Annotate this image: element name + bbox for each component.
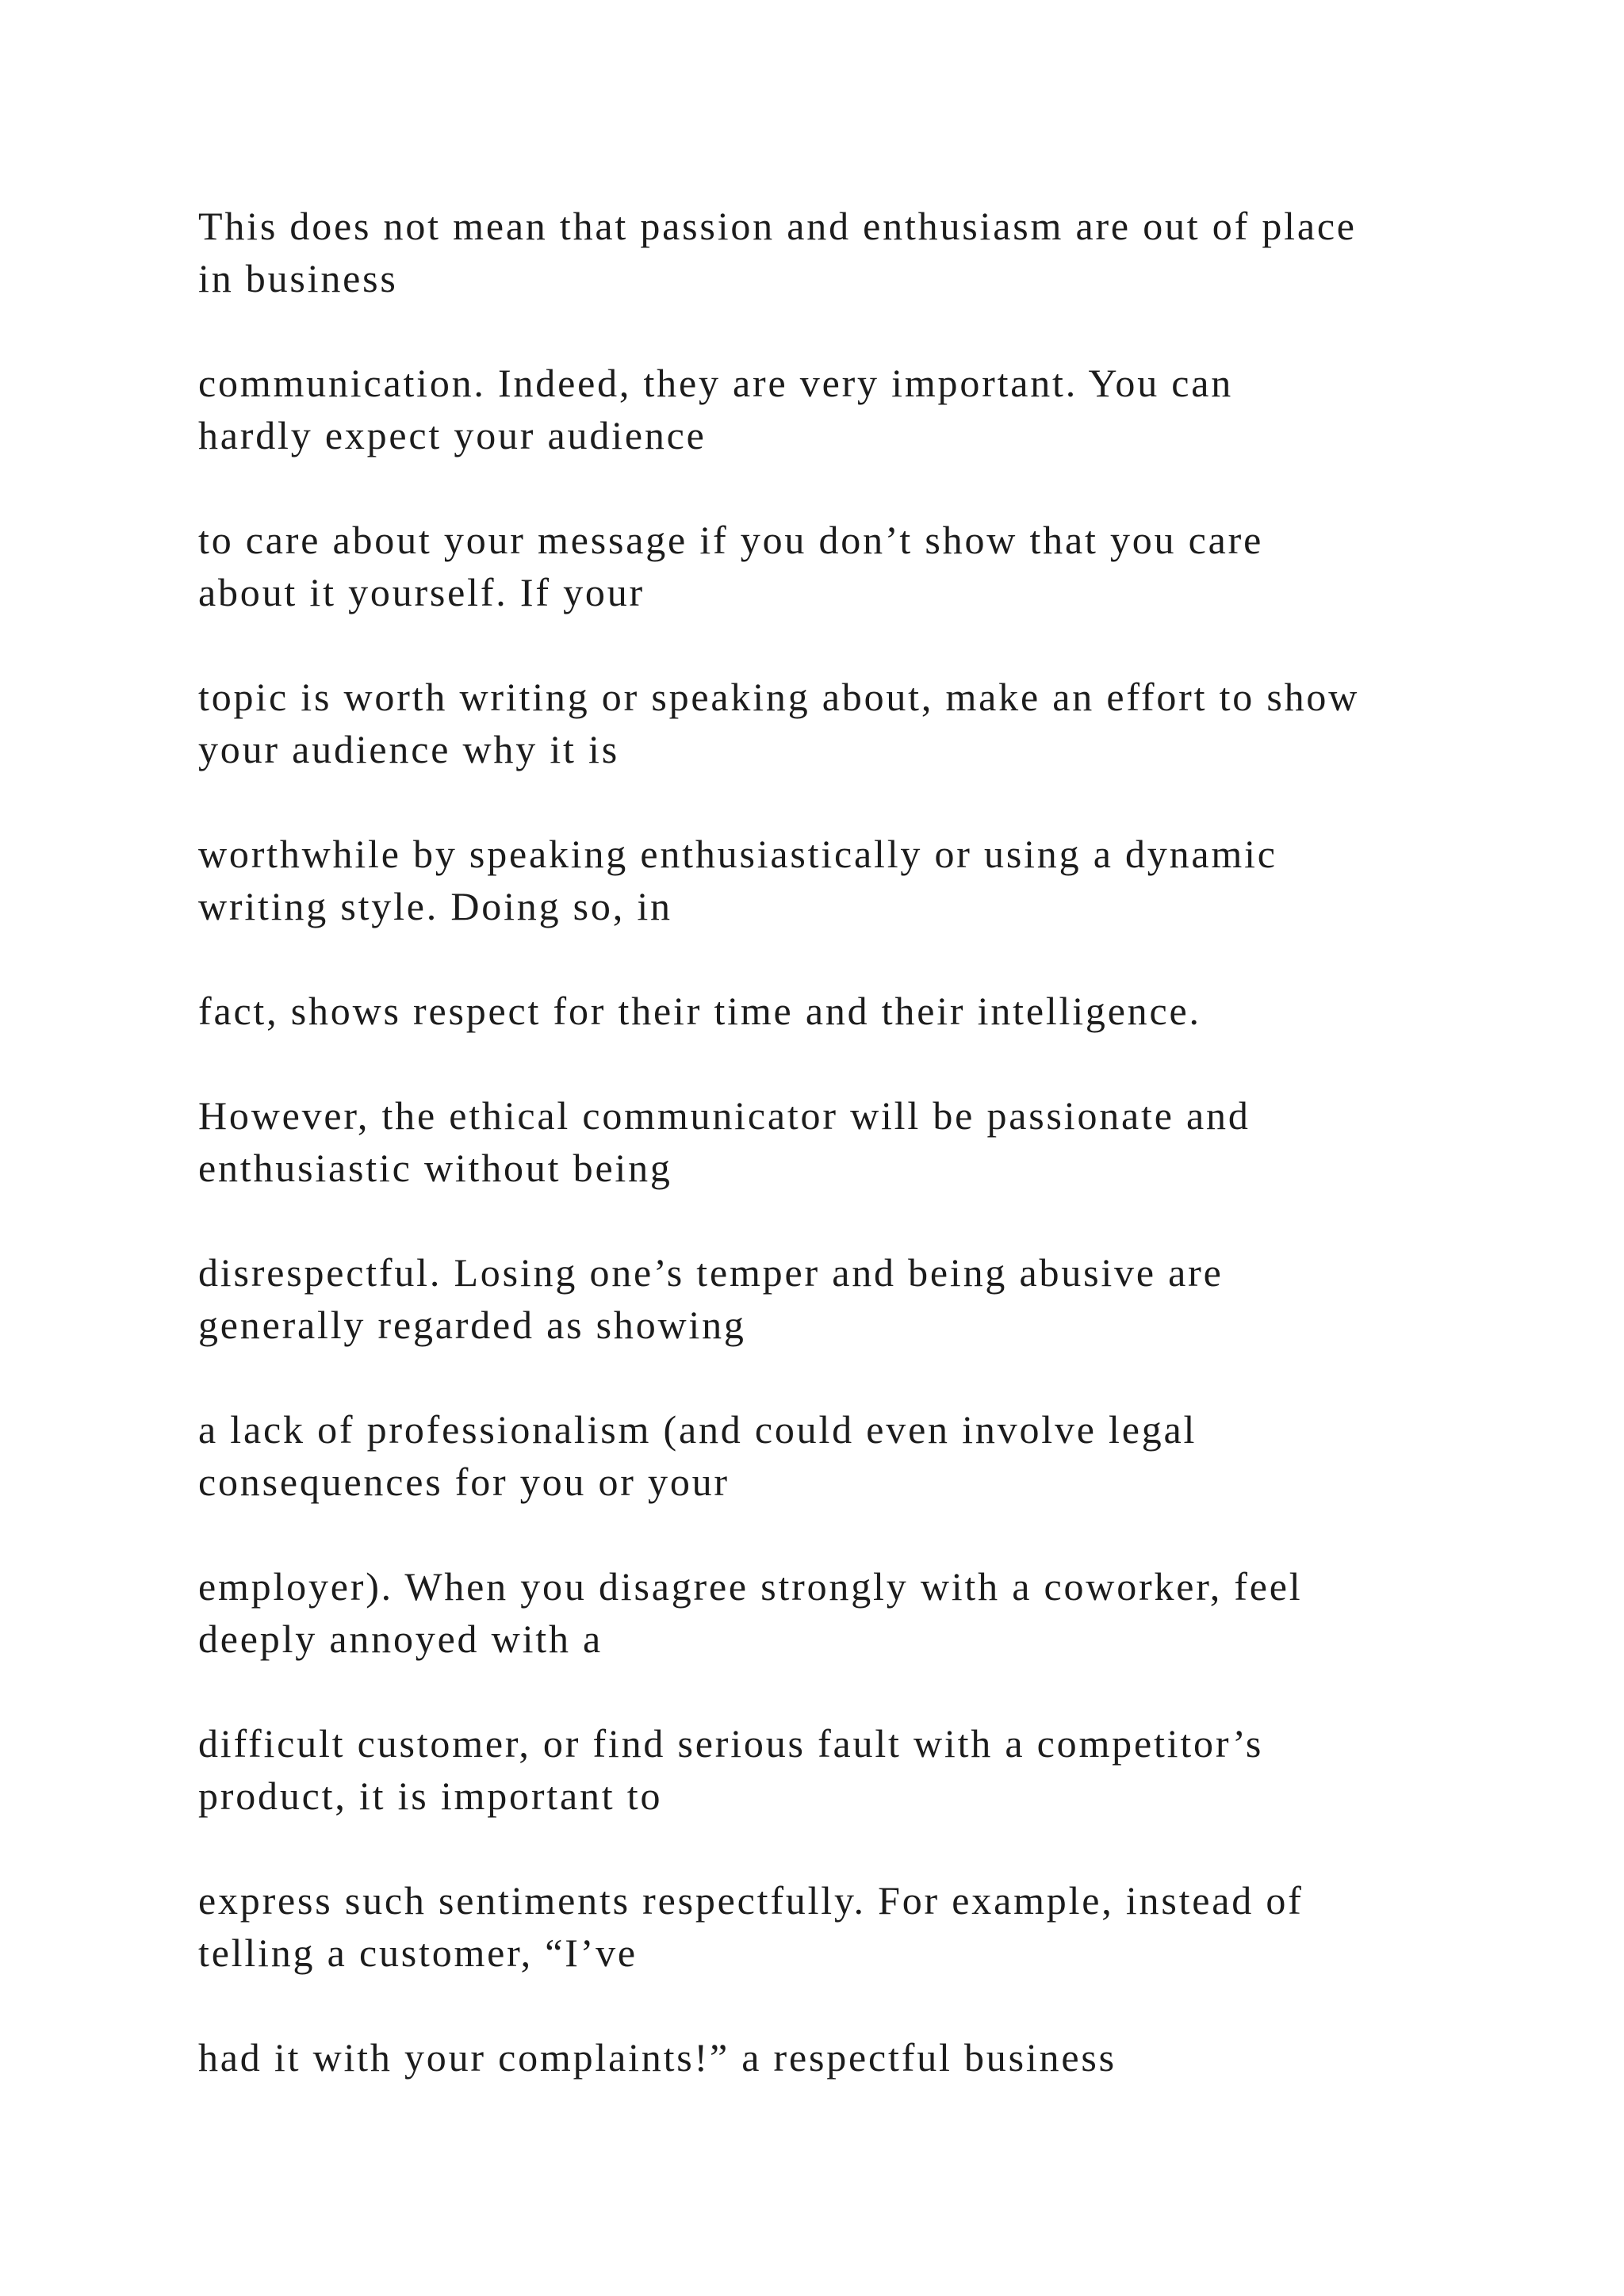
paragraph-10	[198, 1560, 1483, 1665]
text-line: writing style. Doing so, in	[198, 884, 672, 928]
document-body	[198, 200, 1483, 2136]
text-line: a lack of professionalism (and could even involve legal	[198, 1407, 1197, 1452]
paragraph-3	[198, 514, 1483, 618]
paragraph-1	[198, 200, 1483, 304]
text-line: enthusiastic without being	[198, 1146, 672, 1190]
text-line: hardly expect your audience	[198, 413, 707, 457]
text-line: This does not mean that passion and enthusiasm are out of place	[198, 204, 1357, 248]
text-line: consequences for you or your	[198, 1460, 730, 1504]
text-line: product, it is important to	[198, 1774, 663, 1818]
text-line: However, the ethical communicator will be passionate and	[198, 1093, 1251, 1138]
text-line: telling a customer, “I’ve	[198, 1931, 638, 1975]
text-line: to care about your message if you don’t show that you care	[198, 518, 1264, 562]
paragraph-2	[198, 357, 1483, 461]
text-line: about it yourself. If your	[198, 570, 645, 614]
text-line: disrespectful. Losing one’s temper and being abusive are	[198, 1250, 1224, 1295]
text-line: fact, shows respect for their time and their intelligence.	[198, 989, 1201, 1033]
text-line: employer). When you disagree strongly with a coworker, feel	[198, 1564, 1303, 1609]
paragraph-13	[198, 2031, 1483, 2084]
text-line: communication. Indeed, they are very important. You can	[198, 361, 1234, 405]
paragraph-11	[198, 1717, 1483, 1822]
text-line: had it with your complaints!” a respectful business	[198, 2035, 1116, 2080]
text-line: worthwhile by speaking enthusiastically or using a dynamic	[198, 832, 1277, 876]
text-line: express such sentiments respectfully. For example, instead of	[198, 1878, 1304, 1923]
text-line: generally regarded as showing	[198, 1303, 746, 1347]
paragraph-7	[198, 1089, 1483, 1194]
text-line: topic is worth writing or speaking about, make an effort to show	[198, 675, 1360, 719]
text-line: your audience why it is	[198, 727, 619, 771]
text-line: in business	[198, 256, 398, 300]
text-line: difficult customer, or find serious fault with a competitor’s	[198, 1721, 1264, 1766]
paragraph-12	[198, 1874, 1483, 1979]
paragraph-6	[198, 985, 1483, 1037]
paragraph-9	[198, 1403, 1483, 1508]
text-line: deeply annoyed with a	[198, 1617, 603, 1661]
paragraph-4	[198, 671, 1483, 775]
paragraph-5	[198, 828, 1483, 932]
paragraph-8	[198, 1246, 1483, 1351]
